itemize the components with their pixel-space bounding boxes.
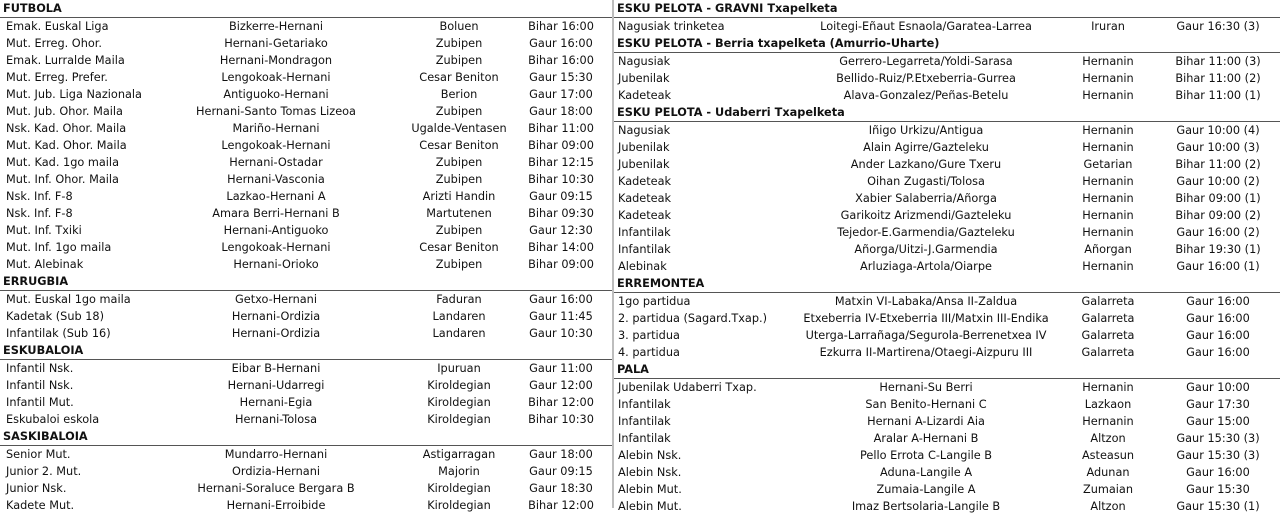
- match-cell: Antiguoko-Hernani: [223, 88, 329, 101]
- time-cell: Gaur 15:30 (3): [1176, 432, 1260, 445]
- section-title: SASKIBALOIA: [0, 428, 612, 446]
- category-cell: Mut. Kad. Ohor. Maila: [6, 139, 127, 152]
- section-title: ESKU PELOTA - Udaberri Txapelketa: [614, 104, 1280, 122]
- time-cell: Bihar 09:30: [528, 207, 594, 220]
- schedule-row: [0, 446, 612, 463]
- sport-section: [0, 273, 612, 342]
- venue-cell: Hernanin: [1082, 226, 1134, 239]
- schedule-row: [0, 325, 612, 342]
- schedule-row: [614, 447, 1280, 464]
- time-cell: Gaur 09:15: [529, 465, 593, 478]
- category-cell: Nagusiak: [618, 124, 671, 137]
- venue-cell: Boluen: [439, 20, 479, 33]
- schedule-row: [614, 430, 1280, 447]
- section-title: ESKU PELOTA - GRAVNI Txapelketa: [614, 0, 1280, 18]
- time-cell: Gaur 12:00: [529, 379, 593, 392]
- schedule-row: [0, 480, 612, 497]
- venue-cell: Ipuruan: [437, 362, 481, 375]
- section-title: PALA: [614, 361, 1280, 379]
- schedule-row: [614, 396, 1280, 413]
- match-cell: Hernani-Soraluce Bergara B: [197, 482, 355, 495]
- category-cell: Infantilak: [618, 226, 671, 239]
- category-cell: Mut. Jub. Liga Nazionala: [6, 88, 142, 101]
- venue-cell: Cesar Beniton: [419, 241, 499, 254]
- time-cell: Gaur 16:00: [1186, 312, 1250, 325]
- time-cell: Bihar 11:00 (2): [1175, 158, 1261, 171]
- venue-cell: Cesar Beniton: [419, 71, 499, 84]
- category-cell: Jubenilak: [618, 141, 670, 154]
- time-cell: Gaur 18:00: [529, 448, 593, 461]
- match-cell: Uterga-Larrañaga/Segurola-Berrenetxea IV: [805, 329, 1047, 342]
- time-cell: Gaur 11:45: [529, 310, 593, 323]
- category-cell: Kadete Mut.: [6, 499, 75, 512]
- category-cell: Mut. Inf. 1go maila: [6, 241, 112, 254]
- venue-cell: Zumaian: [1082, 483, 1134, 496]
- match-cell: Ander Lazkano/Gure Txeru: [850, 158, 1002, 171]
- schedule-row: [614, 327, 1280, 344]
- match-cell: Hernani-Getariako: [224, 37, 328, 50]
- venue-cell: Hernanin: [1082, 260, 1134, 273]
- time-cell: Gaur 16:00: [1186, 346, 1250, 359]
- category-cell: Junior Nsk.: [6, 482, 67, 495]
- schedule-row: [614, 413, 1280, 430]
- schedule-row: [614, 122, 1280, 139]
- right-schedule-column: [614, 0, 1280, 513]
- match-cell: Tejedor-E.Garmendia/Gazteleku: [837, 226, 1015, 239]
- schedule-row: [0, 18, 612, 35]
- venue-cell: Hernanin: [1082, 415, 1134, 428]
- category-cell: Mut. Kad. 1go maila: [6, 156, 119, 169]
- venue-cell: Altzon: [1090, 432, 1126, 445]
- venue-cell: Hernanin: [1082, 175, 1134, 188]
- match-cell: Hernani A-Lizardi Aia: [867, 415, 985, 428]
- venue-cell: Kiroldegian: [427, 482, 491, 495]
- match-cell: Gerrero-Legarreta/Yoldi-Sarasa: [839, 55, 1013, 68]
- category-cell: Nsk. Inf. F-8: [6, 207, 73, 220]
- category-cell: Mut. Inf. Ohor. Maila: [6, 173, 119, 186]
- category-cell: Infantilak: [618, 415, 671, 428]
- time-cell: Bihar 16:00: [528, 54, 594, 67]
- time-cell: Bihar 11:00 (3): [1175, 55, 1261, 68]
- time-cell: Gaur 18:00: [529, 105, 593, 118]
- match-cell: Hernani-Egia: [239, 396, 313, 409]
- venue-cell: Zubipen: [435, 258, 483, 271]
- schedule-row: [0, 411, 612, 428]
- category-cell: Alebin Nsk.: [618, 449, 682, 462]
- category-cell: Nsk. Inf. F-8: [6, 190, 73, 203]
- category-cell: Kadetak (Sub 18): [6, 310, 105, 323]
- section-title: ERREMONTEA: [614, 275, 1280, 293]
- match-cell: Getxo-Hernani: [235, 293, 317, 306]
- match-cell: Añorga/Uitzi-J.Garmendia: [854, 243, 998, 256]
- schedule-row: [614, 310, 1280, 327]
- venue-cell: Cesar Beniton: [419, 139, 499, 152]
- venue-cell: Kiroldegian: [427, 396, 491, 409]
- schedule-row: [614, 173, 1280, 190]
- schedule-row: [614, 464, 1280, 481]
- venue-cell: Galarreta: [1081, 295, 1135, 308]
- category-cell: Emak. Euskal Liga: [6, 20, 109, 33]
- schedule-row: [0, 394, 612, 411]
- schedule-row: [0, 137, 612, 154]
- venue-cell: Zubipen: [435, 54, 483, 67]
- schedule-row: [0, 308, 612, 325]
- venue-cell: Hernanin: [1082, 55, 1134, 68]
- time-cell: Gaur 10:30: [529, 327, 593, 340]
- sport-section: [614, 361, 1280, 515]
- sport-section: [614, 104, 1280, 275]
- sport-section: [614, 275, 1280, 361]
- venue-cell: Zubipen: [435, 173, 483, 186]
- venue-cell: Hernanin: [1082, 89, 1134, 102]
- category-cell: Emak. Lurralde Maila: [6, 54, 125, 67]
- match-cell: Eibar B-Hernani: [231, 362, 321, 375]
- schedule-row: [614, 379, 1280, 396]
- match-cell: San Benito-Hernani C: [865, 398, 987, 411]
- time-cell: Bihar 19:30 (1): [1175, 243, 1261, 256]
- venue-cell: Astigarragan: [422, 448, 496, 461]
- venue-cell: Hernanin: [1082, 381, 1134, 394]
- venue-cell: Arizti Handin: [422, 190, 496, 203]
- time-cell: Bihar 14:00: [528, 241, 594, 254]
- time-cell: Bihar 09:00 (1): [1175, 192, 1261, 205]
- category-cell: Mut. Jub. Ohor. Maila: [6, 105, 123, 118]
- match-cell: Xabier Salaberria/Añorga: [855, 192, 997, 205]
- schedule-row: [614, 87, 1280, 104]
- venue-cell: Zubipen: [435, 224, 483, 237]
- venue-cell: Galarreta: [1081, 329, 1135, 342]
- schedule-row: [614, 190, 1280, 207]
- category-cell: Kadeteak: [618, 89, 672, 102]
- schedule-row: [0, 171, 612, 188]
- time-cell: Gaur 09:15: [529, 190, 593, 203]
- time-cell: Gaur 10:00 (3): [1176, 141, 1260, 154]
- schedule-row: [0, 463, 612, 480]
- schedule-row: [0, 52, 612, 69]
- category-cell: Mut. Erreg. Ohor.: [6, 37, 102, 50]
- category-cell: Infantilak: [618, 243, 671, 256]
- schedule-row: [0, 497, 612, 514]
- schedule-row: [0, 120, 612, 137]
- venue-cell: Ugalde-Ventasen: [411, 122, 507, 135]
- schedule-row: [614, 70, 1280, 87]
- venue-cell: Kiroldegian: [427, 413, 491, 426]
- category-cell: Nagusiak: [618, 55, 671, 68]
- venue-cell: Iruran: [1091, 20, 1125, 33]
- match-cell: Bizkerre-Hernani: [228, 20, 324, 33]
- sport-section: [614, 0, 1280, 35]
- venue-cell: Landaren: [432, 327, 486, 340]
- venue-cell: Hernanin: [1082, 72, 1134, 85]
- category-cell: Infantilak: [618, 398, 671, 411]
- category-cell: Senior Mut.: [6, 448, 71, 461]
- match-cell: Hernani-Ordizia: [231, 327, 321, 340]
- match-cell: Hernani-Ostadar: [229, 156, 323, 169]
- schedule-row: [614, 156, 1280, 173]
- schedule-row: [0, 86, 612, 103]
- time-cell: Bihar 11:00: [528, 122, 594, 135]
- match-cell: Iñigo Urkizu/Antigua: [868, 124, 984, 137]
- match-cell: Lazkao-Hernani A: [226, 190, 326, 203]
- venue-cell: Kiroldegian: [427, 499, 491, 512]
- venue-cell: Hernanin: [1082, 209, 1134, 222]
- time-cell: Bihar 09:00 (2): [1175, 209, 1261, 222]
- venue-cell: Berion: [440, 88, 478, 101]
- match-cell: Hernani-Tolosa: [234, 413, 318, 426]
- time-cell: Bihar 12:00: [528, 499, 594, 512]
- match-cell: Mundarro-Hernani: [224, 448, 328, 461]
- match-cell: Lengokoak-Hernani: [221, 241, 331, 254]
- match-cell: Alava-Gonzalez/Peñas-Betelu: [843, 89, 1009, 102]
- venue-cell: Hernanin: [1082, 124, 1134, 137]
- category-cell: Infantil Nsk.: [6, 379, 74, 392]
- time-cell: Gaur 16:00: [1186, 295, 1250, 308]
- venue-cell: Hernanin: [1082, 141, 1134, 154]
- venue-cell: Martutenen: [426, 207, 492, 220]
- time-cell: Gaur 16:00: [529, 37, 593, 50]
- match-cell: Mariño-Hernani: [232, 122, 320, 135]
- match-cell: Hernani-Mondragon: [219, 54, 333, 67]
- match-cell: Matxin VI-Labaka/Ansa II-Zaldua: [834, 295, 1018, 308]
- time-cell: Bihar 16:00: [528, 20, 594, 33]
- match-cell: Hernani-Su Berri: [879, 381, 973, 394]
- match-cell: Ordizia-Hernani: [232, 465, 320, 478]
- venue-cell: Getarian: [1083, 158, 1133, 171]
- time-cell: Gaur 15:30 (1): [1176, 500, 1260, 513]
- time-cell: Bihar 10:30: [528, 413, 594, 426]
- time-cell: Gaur 10:00 (4): [1176, 124, 1260, 137]
- sport-section: [0, 428, 612, 514]
- match-cell: Hernani-Ordizia: [231, 310, 321, 323]
- schedule-row: [614, 481, 1280, 498]
- match-cell: Bellido-Ruiz/P.Etxeberria-Gurrea: [836, 72, 1016, 85]
- match-cell: Oihan Zugasti/Tolosa: [867, 175, 985, 188]
- match-cell: Zumaia-Langile A: [876, 483, 976, 496]
- venue-cell: Asteasun: [1081, 449, 1135, 462]
- schedule-row: [0, 377, 612, 394]
- time-cell: Gaur 15:30: [529, 71, 593, 84]
- category-cell: Alebin Nsk.: [618, 466, 682, 479]
- category-cell: Mut. Alebinak: [6, 258, 84, 271]
- time-cell: Gaur 15:30: [1186, 483, 1250, 496]
- category-cell: Nagusiak trinketea: [618, 20, 725, 33]
- time-cell: Bihar 12:15: [528, 156, 594, 169]
- match-cell: Lengokoak-Hernani: [221, 71, 331, 84]
- match-cell: Lengokoak-Hernani: [221, 139, 331, 152]
- time-cell: Gaur 16:00 (2): [1176, 226, 1260, 239]
- left-schedule-column: [0, 0, 612, 512]
- schedule-row: [614, 53, 1280, 70]
- venue-cell: Landaren: [432, 310, 486, 323]
- schedule-row: [614, 293, 1280, 310]
- category-cell: Mut. Euskal 1go maila: [6, 293, 131, 306]
- time-cell: Gaur 16:00: [1186, 329, 1250, 342]
- venue-cell: Zubipen: [435, 37, 483, 50]
- schedule-row: [0, 360, 612, 377]
- match-cell: Ezkurra II-Martirena/Otaegi-Aizpuru III: [819, 346, 1033, 359]
- venue-cell: Añorgan: [1084, 243, 1132, 256]
- venue-cell: Hernanin: [1082, 192, 1134, 205]
- schedule-row: [0, 103, 612, 120]
- match-cell: Hernani-Orioko: [233, 258, 319, 271]
- time-cell: Bihar 11:00 (2): [1175, 72, 1261, 85]
- category-cell: 2. partidua (Sagard.Txap.): [618, 312, 767, 325]
- match-cell: Arluziaga-Artola/Oiarpe: [860, 260, 992, 273]
- schedule-row: [0, 222, 612, 239]
- section-title: ERRUGBIA: [0, 273, 612, 291]
- category-cell: Mut. Inf. Txiki: [6, 224, 82, 237]
- match-cell: Etxeberria IV-Etxeberria III/Matxin III-Endika: [803, 312, 1049, 325]
- schedule-row: [614, 258, 1280, 275]
- match-cell: Loitegi-Eñaut Esnaola/Garatea-Larrea: [820, 20, 1032, 33]
- category-cell: Jubenilak: [618, 72, 670, 85]
- category-cell: Jubenilak: [618, 158, 670, 171]
- schedule-row: [614, 207, 1280, 224]
- match-cell: Pello Errota C-Langile B: [859, 449, 993, 462]
- category-cell: Alebinak: [618, 260, 667, 273]
- match-cell: Aduna-Langile A: [879, 466, 973, 479]
- time-cell: Gaur 16:00: [529, 293, 593, 306]
- time-cell: Gaur 16:00: [1186, 466, 1250, 479]
- time-cell: Bihar 10:30: [528, 173, 594, 186]
- category-cell: 3. partidua: [618, 329, 680, 342]
- schedule-row: [0, 205, 612, 222]
- time-cell: Bihar 09:00: [528, 258, 594, 271]
- sport-section: [0, 0, 612, 273]
- venue-cell: Kiroldegian: [427, 379, 491, 392]
- category-cell: Kadeteak: [618, 209, 672, 222]
- section-title: FUTBOLA: [0, 0, 612, 18]
- sport-section: [0, 342, 612, 428]
- venue-cell: Adunan: [1086, 466, 1130, 479]
- category-cell: Alebin Mut.: [618, 483, 682, 496]
- time-cell: Gaur 16:00 (1): [1176, 260, 1260, 273]
- schedule-row: [614, 224, 1280, 241]
- category-cell: Infantil Nsk.: [6, 362, 74, 375]
- schedule-row: [0, 291, 612, 308]
- category-cell: Junior 2. Mut.: [6, 465, 82, 478]
- venue-cell: Zubipen: [435, 105, 483, 118]
- schedule-row: [0, 256, 612, 273]
- venue-cell: Altzon: [1090, 500, 1126, 513]
- category-cell: Kadeteak: [618, 192, 672, 205]
- category-cell: Infantil Mut.: [6, 396, 74, 409]
- sport-section: [614, 35, 1280, 104]
- schedule-row: [614, 344, 1280, 361]
- time-cell: Gaur 10:00: [1186, 381, 1250, 394]
- match-cell: Amara Berri-Hernani B: [212, 207, 340, 220]
- category-cell: 4. partidua: [618, 346, 680, 359]
- time-cell: Gaur 17:00: [529, 88, 593, 101]
- category-cell: Jubenilak Udaberri Txap.: [618, 381, 757, 394]
- time-cell: Bihar 09:00: [528, 139, 594, 152]
- schedule-row: [614, 139, 1280, 156]
- venue-cell: Majorin: [438, 465, 480, 478]
- schedule-row: [0, 188, 612, 205]
- venue-cell: Galarreta: [1081, 312, 1135, 325]
- schedule-row: [0, 35, 612, 52]
- category-cell: Eskubaloi eskola: [6, 413, 100, 426]
- category-cell: Mut. Erreg. Prefer.: [6, 71, 108, 84]
- category-cell: Infantilak (Sub 16): [6, 327, 111, 340]
- time-cell: Gaur 12:30: [529, 224, 593, 237]
- time-cell: Gaur 16:30 (3): [1176, 20, 1260, 33]
- category-cell: 1go partidua: [618, 295, 691, 308]
- time-cell: Gaur 18:30: [529, 482, 593, 495]
- match-cell: Imaz Bertsolaria-Langile B: [851, 500, 1001, 513]
- schedule-row: [614, 498, 1280, 515]
- section-title: ESKUBALOIA: [0, 342, 612, 360]
- time-cell: Gaur 10:00 (2): [1176, 175, 1260, 188]
- section-title: ESKU PELOTA - Berria txapelketa (Amurrio-Uharte): [614, 35, 1280, 53]
- venue-cell: Faduran: [436, 293, 482, 306]
- schedule-row: [614, 241, 1280, 258]
- schedule-row: [0, 69, 612, 86]
- match-cell: Hernani-Erroibide: [226, 499, 326, 512]
- venue-cell: Lazkaon: [1084, 398, 1132, 411]
- match-cell: Hernani-Antiguoko: [223, 224, 329, 237]
- time-cell: Gaur 11:00: [529, 362, 593, 375]
- match-cell: Aralar A-Hernani B: [873, 432, 979, 445]
- match-cell: Hernani-Udarregi: [227, 379, 325, 392]
- category-cell: Nsk. Kad. Ohor. Maila: [6, 122, 127, 135]
- venue-cell: Galarreta: [1081, 346, 1135, 359]
- time-cell: Gaur 15:00: [1186, 415, 1250, 428]
- time-cell: Gaur 15:30 (3): [1176, 449, 1260, 462]
- time-cell: Bihar 11:00 (1): [1175, 89, 1261, 102]
- match-cell: Alain Agirre/Gazteleku: [863, 141, 989, 154]
- category-cell: Infantilak: [618, 432, 671, 445]
- time-cell: Bihar 12:00: [528, 396, 594, 409]
- schedule-row: [0, 239, 612, 256]
- schedule-row: [0, 154, 612, 171]
- match-cell: Hernani-Santo Tomas Lizeoa: [196, 105, 356, 118]
- venue-cell: Zubipen: [435, 156, 483, 169]
- category-cell: Kadeteak: [618, 175, 672, 188]
- match-cell: Garikoitz Arizmendi/Gazteleku: [840, 209, 1012, 222]
- category-cell: Alebin Mut.: [618, 500, 682, 513]
- schedule-row: [614, 18, 1280, 35]
- time-cell: Gaur 17:30: [1186, 398, 1250, 411]
- match-cell: Hernani-Vasconia: [227, 173, 325, 186]
